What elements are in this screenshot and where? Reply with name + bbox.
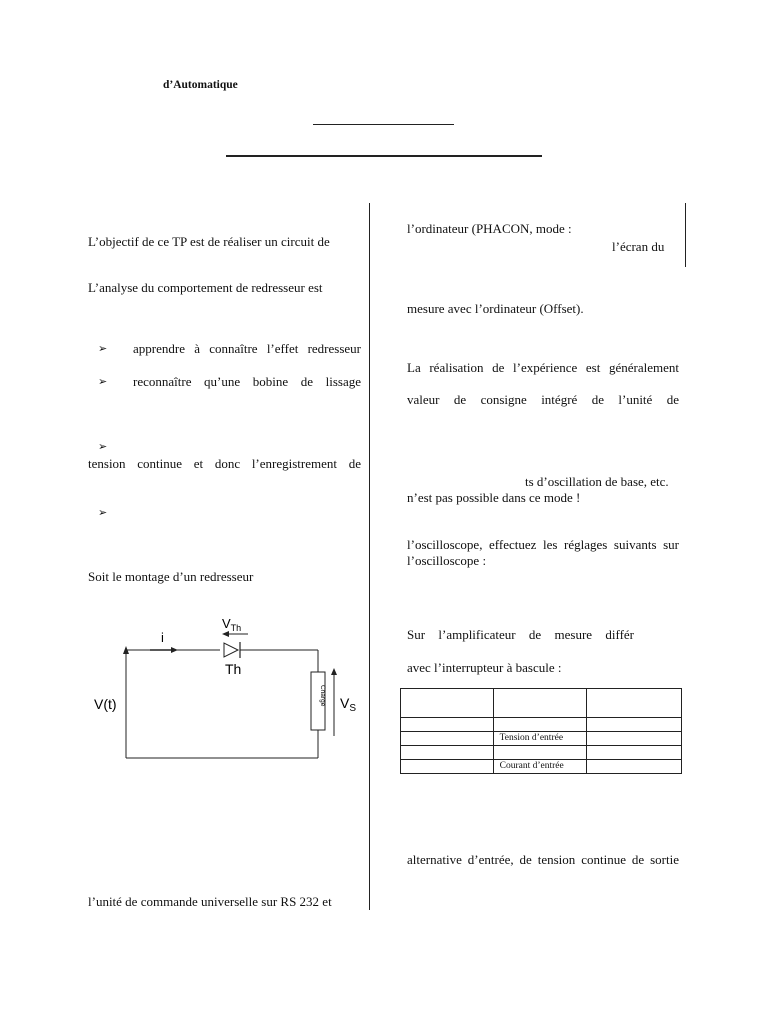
screen-line: l’écran du — [612, 239, 665, 254]
arrow-bullet-icon: ➢ — [98, 342, 108, 355]
table-row — [401, 760, 682, 774]
bullet-item-2: reconnaître qu’une bobine de lissage — [133, 374, 361, 389]
table-row — [401, 689, 682, 718]
current-label: i — [161, 630, 164, 645]
svg-text:VS — [340, 695, 356, 714]
department-title: d’Automatique — [163, 79, 238, 91]
computer-mode-line: l’ordinateur (PHACON, mode : — [407, 221, 572, 236]
settings-table — [400, 688, 682, 774]
input-voltage-label: V(t) — [94, 696, 117, 712]
ac-dc-line: alternative d’entrée, de tension continue de sortie — [407, 852, 679, 867]
mode-warning-line: n’est pas possible dans ce mode ! — [407, 490, 581, 505]
vth-label: V — [222, 616, 231, 631]
analysis-paragraph: L’analyse du comportement de redresseur est — [88, 280, 323, 295]
vth-arrow-icon — [222, 631, 229, 637]
table-cell-input-voltage: Tension d’entrée — [493, 732, 587, 746]
right-margin-bar — [685, 203, 686, 267]
title-underline-long — [226, 155, 542, 157]
title-underline-short — [313, 124, 454, 125]
amplifier-line: Sur l’amplificateur de mesure différ — [407, 627, 634, 642]
vth-subscript: Th — [230, 623, 242, 633]
table-row — [401, 746, 682, 760]
toggle-switch-line: avec l’interrupteur à bascule : — [407, 660, 562, 675]
bullet-item-3-continuation: tension continue et donc l’enregistrement de — [88, 456, 361, 471]
rectifier-circuit-diagram — [88, 612, 368, 772]
vs-arrow-icon — [331, 668, 337, 675]
table-row — [401, 732, 682, 746]
rs232-paragraph: l’unité de commande universelle sur RS 232 et — [88, 894, 332, 909]
table-row — [401, 718, 682, 732]
column-divider — [369, 203, 370, 910]
vs-subscript: S — [349, 703, 357, 714]
thyristor-symbol-icon — [224, 643, 238, 657]
table-cell-input-current: Courant d’entrée — [493, 760, 587, 774]
objective-paragraph: L’objectif de ce TP est de réaliser un circuit de — [88, 234, 330, 249]
circuit-intro: Soit le montage d’un redresseur — [88, 569, 254, 584]
setpoint-line: valeur de consigne intégré de l’unité de — [407, 392, 679, 407]
vs-label: V — [340, 695, 350, 711]
oscillation-line: ts d’oscillation de base, etc. — [525, 474, 669, 489]
current-arrow-icon — [171, 647, 178, 653]
oscilloscope-line: l’oscilloscope : — [407, 553, 487, 568]
bullet-item-1: apprendre à connaître l’effet redresseur — [133, 341, 361, 356]
load-label: Charge — [319, 685, 326, 707]
offset-line: mesure avec l’ordinateur (Offset). — [407, 301, 584, 316]
svg-text:VTh — [222, 616, 241, 633]
experiment-line: La réalisation de l’expérience est généralement — [407, 360, 679, 375]
thyristor-label: Th — [225, 661, 242, 677]
arrow-bullet-icon: ➢ — [98, 440, 108, 453]
arrow-bullet-icon: ➢ — [98, 506, 108, 519]
arrow-bullet-icon: ➢ — [98, 375, 108, 388]
oscilloscope-settings-line: l’oscilloscope, effectuez les réglages suivants sur — [407, 537, 679, 552]
